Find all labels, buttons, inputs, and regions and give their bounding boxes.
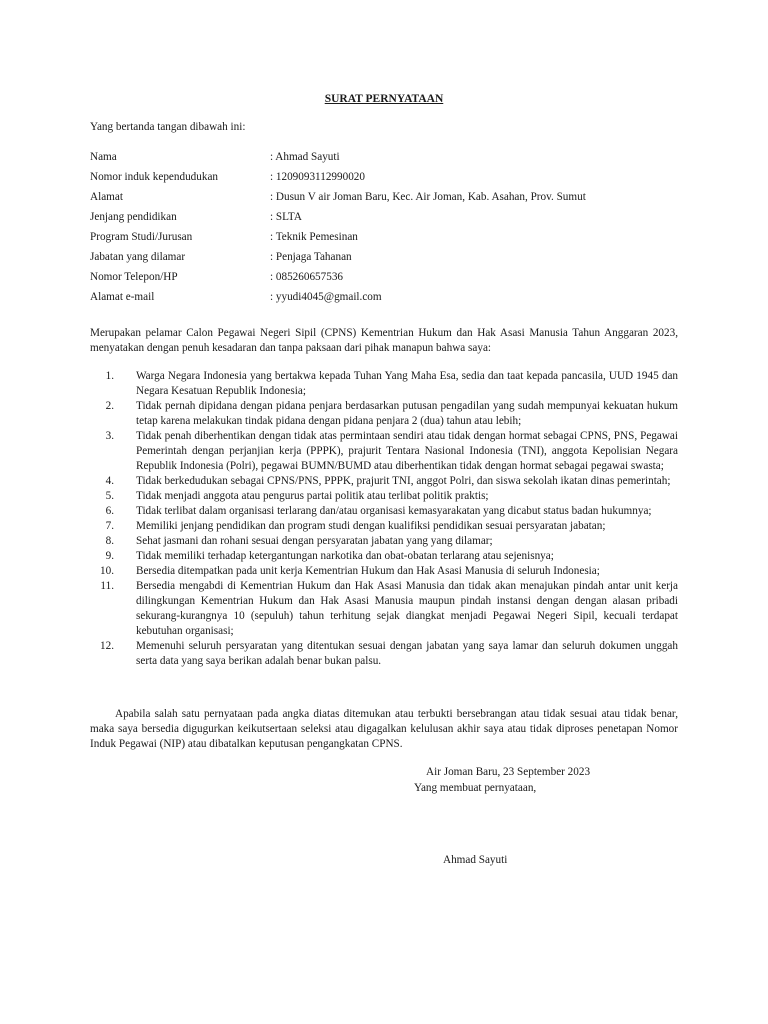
list-item-text: Bersedia ditempatkan pada unit kerja Kementrian Hukum dan Hak Asasi Manusia di seluruh Indonesia; [136,565,600,577]
place-date: Air Joman Baru, 23 September 2023 [426,766,591,778]
list-item-number: 6. [105,505,114,517]
list-item-number: 4. [105,475,114,487]
list-item-text: Memenuhi seluruh persyaratan yang ditentukan sesuai dengan jabatan yang saya lamar dan seluruh dokumen unggah serta data yang saya berikan adalah benar bukan palsu. [136,640,678,667]
list-item-number: 5. [105,490,114,502]
field-value-telepon: : 085260657536 [270,271,344,283]
field-label-email: Alamat e-mail [90,291,155,303]
intro-text: Yang bertanda tangan dibawah ini: [90,121,246,133]
list-item-number: 8. [105,535,114,547]
closing-paragraph: Apabila salah satu pernyataan pada angka diatas ditemukan atau terbukti bersebrangan atau tidak sesuai atau tidak benar, maka saya bersedia digugurkan keikutsertaan seleksi atau digagalkan kelulusan akhir saya atau tidak diproses penetapan Nomor Induk Pegawai (NIP) atau dibatalkan keputusan pengangkatan CPNS. [90,708,678,750]
field-label-nama: Nama [90,151,117,163]
list-item-number: 11. [100,580,114,592]
list-item-text: Tidak memiliki terhadap ketergantungan narkotika dan obat-obatan terlarang atau sejenisnya; [136,550,554,562]
list-item [90,579,678,639]
list-item-number: 1. [105,370,114,382]
signer-name: Ahmad Sayuti [443,854,508,866]
list-item-text: Tidak menjadi anggota atau pengurus partai politik atau terlibat politik praktis; [136,490,489,502]
list-item-text: Tidak pernah dipidana dengan pidana penjara berdasarkan putusan pengadilan yang sudah mempunyai kekuatan hukum tetap karena melakukan tindak pidana dengan pidana penjara 2 (dua) tahun atau lebih; [136,400,678,427]
list-item-number: 10. [100,565,114,577]
field-label-nik: Nomor induk kependudukan [90,171,219,183]
list-item-text: Memiliki jenjang pendidikan dan program studi dengan kualifiksi pendidikan sesuai persyaratan jabatan; [136,520,606,532]
list-item [90,549,678,564]
list-item-number: 3. [105,430,114,442]
list-item [90,639,678,669]
list-item [90,534,678,549]
list-item-text: Tidak berkedudukan sebagai CPNS/PNS, PPPK, prajurit TNI, anggot Polri, dan siswa sekolah ikatan dinas pemerintah; [136,475,671,487]
field-value-email: : yyudi4045@gmail.com [270,291,382,303]
list-item [90,429,678,474]
field-label-program-studi: Program Studi/Jurusan [90,231,193,243]
list-item [90,519,678,534]
field-label-alamat: Alamat [90,191,123,203]
field-value-program-studi: : Teknik Pemesinan [270,231,358,243]
list-item-number: 7. [105,520,114,532]
field-label-telepon: Nomor Telepon/HP [90,271,178,283]
document-title: SURAT PERNYATAAN [324,93,444,105]
list-item-number: 12. [100,640,114,652]
field-value-jabatan: : Penjaga Tahanan [270,251,352,263]
list-item-text: Bersedia mengabdi di Kementrian Hukum dan Hak Asasi Manusia dan tidak akan menajukan pindah antar unit kerja dilingkungan Kementrian Hukum dan Hak Asasi Manusia maupun pindah instansi dengan dengan alasan pribadi sekurang-kurangnya 10 (sepuluh) tahun terhitung sejak diangkat menjadi Pegawai Negeri Sipil, kecuali terdapat kebutuhan organisasi; [136,580,678,637]
list-item-text: Tidak terlibat dalam organisasi terlarang dan/atau organisasi kemasyarakatan yang dicabut status badan hukumnya; [136,505,652,517]
list-item [90,474,678,489]
field-value-nama: : Ahmad Sayuti [270,151,340,163]
field-value-jenjang: : SLTA [270,211,302,223]
list-item-text: Tidak penah diberhentikan dengan tidak atas permintaan sendiri atau tidak dengan hormat sebagai CPNS, PNS, Pegawai Pemerintah dengan perjanjian kerja (PPPK), prajurit Tentara Nasional Indonesia (TNI), anggota Kepolisian Negara Republik Indonesia (Polri), pegawai BUMN/BUMD atau diberhentikan tidak dengan hormat sebagai pegawai swasta; [136,430,678,472]
statement-paragraph: Merupakan pelamar Calon Pegawai Negeri Sipil (CPNS) Kementrian Hukum dan Hak Asasi Manusia Tahun Anggaran 2023, menyatakan dengan penuh kesadaran dan tanpa paksaan dari pihak manapun bahwa saya: [90,327,678,354]
field-value-nik: : 1209093112990020 [270,171,365,183]
list-item-number: 9. [105,550,114,562]
field-label-jabatan: Jabatan yang dilamar [90,251,186,263]
list-item [90,369,678,399]
field-value-alamat: : Dusun V air Joman Baru, Kec. Air Joman, Kab. Asahan, Prov. Sumut [270,191,586,203]
list-item [90,564,678,579]
list-item-text: Warga Negara Indonesia yang bertakwa kepada Tuhan Yang Maha Esa, sedia dan taat kepada pancasila, UUD 1945 dan Negara Kesatuan Republik Indonesia; [136,370,678,397]
signer-role: Yang membuat pernyataan, [414,782,537,794]
list-item [90,489,678,504]
statement-list [90,369,678,669]
list-item-text: Sehat jasmani dan rohani sesuai dengan persyaratan jabatan yang yang dilamar; [136,535,493,547]
list-item [90,399,678,429]
field-label-jenjang: Jenjang pendidikan [90,211,177,223]
list-item [90,504,678,519]
list-item-number: 2. [105,400,114,412]
